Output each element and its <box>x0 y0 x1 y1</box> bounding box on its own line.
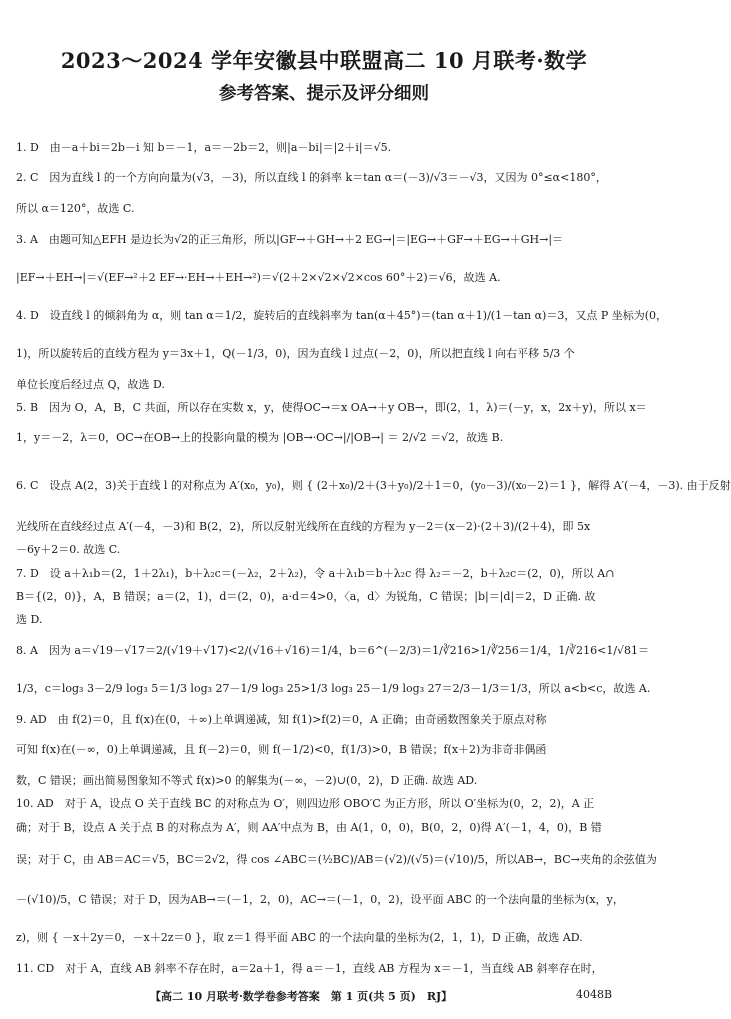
answer-line: B＝{(2，0)}，A，B 错误；a＝(2，1)，d＝(2，0)，a·d＝4>0，〈a，d〉为锐角，C 错误；|b|＝|d|＝2，D 正确. 故 <box>16 590 596 604</box>
answer-line: 8. A 因为 a＝√19－√17＝2/(√19＋√17)<2/(√16＋√16)＝1/4，b＝6^(－2/3)＝1/∛216>1/∛256＝1/4，1/∛216<1/√81＝ <box>16 643 650 657</box>
answer-line: 7. D 设 a＋λ₁b＝(2，1＋2λ₁)，b＋λ₂c＝(－λ₂，2＋λ₂)，令 a＋λ₁b＝b＋λ₂c 得 λ₂＝－2，b＋λ₂c＝(2，0)，所以 A∩ <box>16 566 615 580</box>
answer-body <box>16 136 731 980</box>
answer-line: 1/3，c＝log₃ 3－2/9 log₃ 5＝1/3 log₃ 27－1/9 log₃ 25>1/3 log₃ 25－1/9 log₃ 27＝2/3－1/3＝1/3，所以 a<b<c，故选 A. <box>16 681 651 695</box>
answer-line: －(√10)/5，C 错误；对于 D，因为AB→＝(－1，2，0)，AC→＝(－1，0，2)，设平面 ABC 的一个法向量的坐标为(x，y， <box>16 892 624 906</box>
answer-line: －6y＋2＝0. 故选 C. <box>16 543 121 557</box>
answer-line: 可知 f(x)在(－∞，0)上单调递减，且 f(－2)＝0，则 f(－1/2)<0，f(1/3)>0，B 错误；f(x＋2)为非奇非偶函 <box>16 742 547 756</box>
answer-line: 光线所在直线经过点 A′(－4，－3)和 B(2，2)，所以反射光线所在直线的方程为 y－2＝(x－2)·(2＋3)/(2＋4)，即 5x <box>16 520 591 534</box>
answer-line: 误；对于 C，由 AB＝AC＝√5，BC＝2√2，得 cos ∠ABC＝(½BC)/AB＝(√2)/(√5)＝(√10)/5，所以AB→，BC→夹角的余弦值为 <box>16 852 657 866</box>
answer-line: 单位长度后经过点 Q，故选 D. <box>16 377 165 391</box>
answer-line: 1，y＝－2，λ＝0，OC→在OB→上的投影向量的模为 |OB→·OC→|/|OB→| ＝ 2/√2 ＝√2，故选 B. <box>16 431 504 445</box>
answer-line: z)，则 { －x＋2y＝0，－x＋2z＝0 }，取 z＝1 得平面 ABC 的一个法向量的坐标为(2，1，1)，D 正确，故选 AD. <box>16 930 583 944</box>
answer-line: 1)，所以旋转后的直线方程为 y＝3x＋1，Q(－1/3，0)，因为直线 l 过点(－2，0)，所以把直线 l 向右平移 5/3 个 <box>16 346 575 360</box>
answer-line: 数，C 错误；画出简易图象知不等式 f(x)>0 的解集为(－∞，－2)∪(0，2)，D 正确. 故选 AD. <box>16 773 478 787</box>
answer-line: 11. CD 对于 A，直线 AB 斜率不存在时，a＝2a＋1，得 a＝－1，直线 AB 方程为 x＝－1，当直线 AB 斜率存在时， <box>16 961 603 975</box>
answer-line: 10. AD 对于 A，设点 O 关于直线 BC 的对称点为 O′，则四边形 OBO′C 为正方形，所以 O′坐标为(0，2，2)，A 正 <box>16 797 595 811</box>
footer-code: 4048B <box>576 988 613 1001</box>
answer-line: 2. C 因为直线 l 的一个方向向量为(√3，－3)，所以直线 l 的斜率 k＝tan α＝(－3)/√3＝－√3，又因为 0°≤α<180°， <box>16 171 607 185</box>
answer-line: 所以 α＝120°，故选 C. <box>16 202 135 216</box>
answer-line: 4. D 设直线 l 的倾斜角为 α，则 tan α＝1/2，旋转后的直线斜率为 tan(α＋45°)＝(tan α＋1)/(1－tan α)＝3，又点 P 坐标为(0， <box>16 308 668 322</box>
answer-line: 9. AD 由 f(2)＝0，且 f(x)在(0，＋∞)上单调递减，知 f(1)>f(2)＝0，A 正确；由奇函数图象关于原点对称 <box>16 712 547 726</box>
footer-text: 【高二 10 月联考·数学卷参考答案 第 1 页(共 5 页) RJ】 <box>150 990 453 1003</box>
page-title: 2023～2024 学年安徽县中联盟高二 10 月联考·数学 <box>60 48 588 73</box>
answer-line: 选 D. <box>16 613 43 627</box>
answer-line: |EF→＋EH→|＝√(EF→²＋2 EF→·EH→＋EH→²)＝√(2＋2×√2×√2×cos 60°＋2)＝√6，故选 A. <box>16 270 501 284</box>
answer-line: 确；对于 B，设点 A 关于点 B 的对称点为 A′，则 AA′中点为 B，由 A(1，0，0)，B(0，2，0)得 A′(－1，4，0)，B 错 <box>16 820 602 834</box>
answer-line: 1. D 由－a＋bi＝2b－i 知 b＝－1，a＝－2b＝2，则|a－bi|＝|2＋i|＝√5. <box>16 141 392 154</box>
answer-line: 3. A 由题可知△EFH 是边长为√2的正三角形，所以|GF→＋GH→＋2 EG→|＝|EG→＋GF→＋EG→＋GH→|＝ <box>16 232 564 246</box>
answer-line: 6. C 设点 A(2，3)关于直线 l 的对称点为 A′(x₀，y₀)，则 { (2＋x₀)/2＋(3＋y₀)/2＋1＝0，(y₀－3)/(x₀－2)＝1 }，解得 A′(－4，－3). 由于反射 <box>16 479 731 493</box>
page-subtitle: 参考答案、提示及评分细则 <box>219 84 429 104</box>
answer-line: 5. B 因为 O，A，B，C 共面，所以存在实数 x，y，使得OC→＝x OA→＋y OB→，即(2，1，λ)＝(－y，x，2x＋y)，所以 x＝ <box>16 400 647 414</box>
